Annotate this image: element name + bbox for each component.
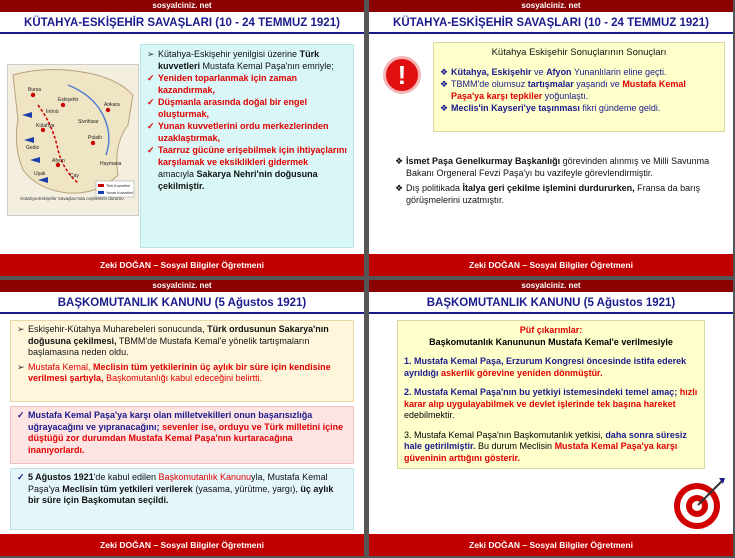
arrow-bullet-icon: ➢ <box>17 324 25 334</box>
slide-kutahya-eskisehir-map <box>0 0 364 276</box>
map-label: İnönü <box>46 109 59 115</box>
arrow-bullet-icon: ➢ <box>17 361 25 372</box>
diamond-bullet-icon: ❖ <box>440 103 449 113</box>
city-marker <box>31 93 35 97</box>
law-box <box>10 468 354 530</box>
map-label: Eskişehir <box>58 97 79 103</box>
map-label: Ankara <box>104 102 120 108</box>
result-paragraph: ❖ İsmet Paşa Genelkurmay Başkanlığı görevinden alınmış ve Milli Savunma Bakanı Orgeneral Fevzi Paşa'yı bu vazifeyle görevlendirmiştir. <box>395 156 710 178</box>
legend-label: Türk Kuvvetleri <box>106 184 130 188</box>
check-icon: ✓ <box>147 145 155 155</box>
city-marker <box>91 141 95 145</box>
diamond-bullet-icon: ❖ <box>440 66 449 77</box>
slide-title: KÜTAHYA-ESKİŞEHİR SAVAŞLARI (10 - 24 TEMMUZ 1921) <box>0 12 364 34</box>
check-icon: ✓ <box>147 97 155 107</box>
intro-item <box>147 49 347 72</box>
reason-item: ✓ Taarruz gücüne erişebilmek için ihtiyaçlarını karşılamak ve eksiklikleri gidermek <box>147 145 347 167</box>
slide-kutahya-eskisehir-results <box>369 0 733 276</box>
result-item: ❖ Meclis'in Kayseri'ye taşınması fikri gündeme geldi. <box>440 103 661 113</box>
slide-title: BAŞKOMUTANLIK KANUNU (5 Ağustos 1921) <box>0 292 364 314</box>
slide-title: BAŞKOMUTANLIK KANUNU (5 Ağustos 1921) <box>369 292 733 314</box>
results-box <box>433 42 725 132</box>
background-item: ➢ Mustafa Kemal, Meclisin tüm yetkilerinin üç aylık bir süre için kendisine verilmesi şartıyla, Başkomutanlığı kabul edeceğini belirtti. <box>17 361 331 383</box>
warning-icon: ! <box>383 56 421 94</box>
map-label: Bursa <box>28 87 42 93</box>
author-footer: Zeki DOĞAN – Sosyal Bilgiler Öğretmeni <box>0 534 364 556</box>
map-caption: Kütahya-Eskişehir Savaşları'nda cephelerin durumu <box>20 196 124 201</box>
intro-text-post: Mustafa Kemal Paşa'nın emriyle; <box>200 60 334 71</box>
map-label: Kütahya <box>36 123 55 129</box>
city-marker <box>106 108 110 112</box>
site-header: sosyalciniz. net <box>369 280 733 292</box>
city-marker <box>61 103 65 107</box>
map-label: Uşak <box>34 171 46 177</box>
background-box <box>10 320 354 402</box>
map-drawing <box>8 65 138 215</box>
opinions-box <box>10 406 354 464</box>
intro-bold: Türk kuvvetleri <box>158 49 320 71</box>
battle-map <box>7 64 139 216</box>
check-icon: ✓ <box>147 73 155 83</box>
target-icon <box>671 476 727 532</box>
star-bullet-icon: ❖ <box>395 183 404 193</box>
author-footer: Zeki DOĞAN – Sosyal Bilgiler Öğretmeni <box>369 534 733 556</box>
slide-baskomutanlik-takeaways <box>369 280 733 556</box>
takeaways-box <box>397 320 705 469</box>
map-label: Polatlı <box>88 135 102 141</box>
retreat-reasons-box <box>140 44 354 248</box>
intro-text: Kütahya-Eskişehir yenilgisi üzerine <box>158 49 300 59</box>
map-label: Haymana <box>100 161 122 167</box>
map-label: Çay <box>70 173 79 179</box>
takeaways-heading: Püf çıkarımlar: Başkomutanlık Kanununun Mustafa Kemal'e verilmesiyle <box>429 325 673 347</box>
site-header: sosyalciniz. net <box>369 0 733 12</box>
legend-label: Yunan Kuvvetleri <box>106 191 133 195</box>
site-header: sosyalciniz. net <box>0 0 364 12</box>
author-footer: Zeki DOĞAN – Sosyal Bilgiler Öğretmeni <box>0 254 364 276</box>
takeaway-1: 1. Mustafa Kemal Paşa, Erzurum Kongresi öncesinde istifa ederek ayrıldığı askerlik görevine yeniden dönmüştür. <box>404 356 687 378</box>
slide-title: KÜTAHYA-ESKİŞEHİR SAVAŞLARI (10 - 24 TEMMUZ 1921) <box>369 12 733 34</box>
site-header: sosyalciniz. net <box>0 280 364 292</box>
slide-baskomutanlik-kanunu <box>0 280 364 556</box>
result-item: ❖ TBMM'de olumsuz tartışmalar yaşandı ve Mustafa Kemal Paşa'ya karşı tepkiler yoğunlaştı. <box>440 79 686 101</box>
arrow-bullet-icon: ➢ <box>147 49 155 59</box>
outro-text: amacıyla Sakarya Nehri'nin doğusuna çekilmiştir. <box>158 169 318 191</box>
law-item: ✓ 5 Ağustos 1921'de kabul edilen Başkomutanlık Kanunuyla, Mustafa Kemal Paşa'ya Meclisin tüm yetkileri verilerek (yasama, yürütme, yargı), üç aylık bir süre için Başkomutan seçildi. <box>17 472 334 505</box>
reason-item: ✓ Yunan kuvvetlerini ordu merkezlerinden uzaklaştırmak, <box>147 121 329 143</box>
author-footer: Zeki DOĞAN – Sosyal Bilgiler Öğretmeni <box>369 254 733 276</box>
result-paragraph: ❖ Dış politikada İtalya geri çekilme işlemini durdururken, Fransa da barış görüşmelerini uzatmıştır. <box>395 183 701 205</box>
check-icon: ✓ <box>147 121 155 131</box>
map-label: Afyon <box>52 158 65 164</box>
takeaway-2: 2. Mustafa Kemal Paşa'nın bu yetkiyi istemesindeki temel amaç; hızlı karar alıp uygulayabilmek ve devlet işlerinde tek başına hareket edebilmektir. <box>404 387 698 420</box>
results-title: Kütahya Eskişehir Sonuçlarının Sonuçları <box>491 47 667 58</box>
map-label: Sivrihisar <box>78 119 99 125</box>
map-label: Gediz <box>26 145 40 151</box>
check-icon: ✓ <box>17 410 25 420</box>
takeaway-3: 3. Mustafa Kemal Paşa'nın Başkomutanlık yetkisi, daha sonra süresiz hale getirilmiştir. Bu durum Meclisin Mustafa Kemal Paşa'ya karşı güveninin arttığını gösterir. <box>404 429 687 463</box>
diamond-bullet-icon: ❖ <box>440 79 449 89</box>
background-item: ➢ Eskişehir-Kütahya Muharebeleri sonucunda, Türk ordusunun Sakarya'nın doğusuna çekilmesi, TBMM'de Mustafa Kemal'e yönelik tartışmaların başlamasına neden oldu. <box>17 324 329 357</box>
star-bullet-icon: ❖ <box>395 156 404 166</box>
check-icon: ✓ <box>17 472 25 482</box>
other-results <box>395 156 725 236</box>
opinions-item: ✓ Mustafa Kemal Paşa'ya karşı olan milletvekilleri onun başarısızlığa uğrayacağını ve yıpranacağını; sevenler ise, orduyu ve Türk milletini içine düştüğü zor durumdan Mustafa Kemal Paşa'nın kurtaracağına inanıyorlardı. <box>17 410 344 455</box>
reason-item: ✓ Düşmanla arasında doğal bir engel oluşturmak, <box>147 97 308 119</box>
result-item: ❖ Kütahya, Eskişehir ve Afyon Yunanlılarin eline geçti. <box>440 66 667 77</box>
reason-item: ✓ Yeniden toparlanmak için zaman kazandırmak, <box>147 73 298 95</box>
